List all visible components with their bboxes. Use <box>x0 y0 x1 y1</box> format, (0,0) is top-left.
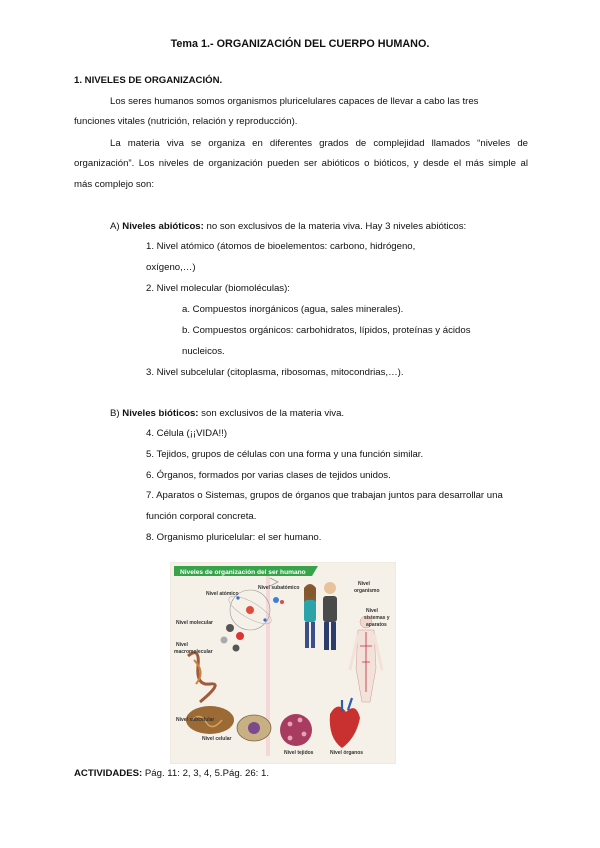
label-nivel-subatomico: Nivel subatómico <box>258 585 300 591</box>
woman-hair <box>304 584 316 602</box>
list-label: A) <box>110 221 123 232</box>
list-item: 1. Nivel atómico (átomos de bioelementos: carbono, hidrógeno, <box>146 241 416 252</box>
list-label: B) <box>110 408 123 419</box>
label-nivel-sistemas: sistemas y <box>364 615 390 621</box>
tissue-cell <box>288 722 293 727</box>
man-torso <box>323 596 337 622</box>
man-leg <box>331 622 336 650</box>
paragraph-line: La materia viva se organiza en diferentes grados de complejidad llamados “niveles de <box>110 138 528 149</box>
woman-torso <box>304 600 316 622</box>
section-heading: 1. NIVELES DE ORGANIZACIÓN. <box>74 75 223 86</box>
label-nivel-molecular: Nivel molecular <box>176 620 213 626</box>
actividades-label: ACTIVIDADES: <box>74 768 143 779</box>
actividades-line <box>74 768 269 780</box>
molecule-atom <box>233 645 240 652</box>
organization-levels-figure <box>170 562 396 764</box>
woman-leg <box>305 622 309 648</box>
man-leg <box>324 622 329 650</box>
tissue-cell <box>288 736 293 741</box>
sub-list-item: nucleicos. <box>182 346 225 357</box>
list-item: 4. Célula (¡¡VIDA!!) <box>146 428 228 439</box>
cell-nucleus <box>248 722 260 734</box>
abioticos-intro <box>110 221 466 233</box>
label-nivel-macromolecular: macromolecular <box>174 649 213 655</box>
label-nivel-tejidos: Nivel tejidos <box>284 750 314 756</box>
atom-nucleus <box>246 606 254 614</box>
paragraph-line: funciones vitales (nutrición, relación y reproducción). <box>74 116 298 127</box>
paragraph-line: Los seres humanos somos organismos pluricelulares capaces de llevar a cabo las tres <box>110 96 479 107</box>
list-item: 8. Organismo pluricelular: el ser humano. <box>146 532 322 543</box>
actividades-text: Pág. 11: 2, 3, 4, 5.Pág. 26: 1. <box>142 768 269 779</box>
subatomic-particle <box>280 600 284 604</box>
definition: son exclusivos de la materia viva. <box>198 408 345 419</box>
woman-leg <box>311 622 315 648</box>
man-head <box>324 582 336 594</box>
label-nivel-organismo: Nivel <box>358 581 370 587</box>
paragraph-line: organización”. Los niveles de organización pueden ser abióticos o bióticos, y desde el más simple al <box>74 158 528 169</box>
term-bioticos: Niveles bióticos: <box>122 408 199 419</box>
list-item: 5. Tejidos, grupos de células con una forma y una función similar. <box>146 449 424 460</box>
tissue-cell <box>302 732 307 737</box>
figure-banner: Niveles de organización del ser humano <box>180 569 306 576</box>
term-abioticos: Niveles abióticos: <box>122 221 204 232</box>
label-nivel-atomico: Nivel atómico <box>206 591 239 597</box>
subatomic-particle <box>273 597 279 603</box>
definition: no son exclusivos de la materia viva. Hay 3 niveles abióticos: <box>203 221 467 232</box>
list-item: 7. Aparatos o Sistemas, grupos de órganos que trabajan juntos para desarrollar una <box>146 490 503 501</box>
label-nivel-subcelular: Nivel subcelular <box>176 717 215 723</box>
sub-list-item: b. Compuestos orgánicos: carbohidratos, lípidos, proteínas y ácidos <box>182 325 471 336</box>
sub-list-item: a. Compuestos inorgánicos (agua, sales minerales). <box>182 304 404 315</box>
list-item: 3. Nivel subcelular (citoplasma, ribosomas, mitocondrias,…). <box>146 367 404 378</box>
list-item: 6. Órganos, formados por varias clases de tejidos unidos. <box>146 470 391 481</box>
list-item: función corporal concreta. <box>146 511 257 522</box>
label-nivel-organismo: organismo <box>354 588 380 594</box>
electron <box>263 618 266 621</box>
molecule-atom <box>226 624 234 632</box>
molecule-atom <box>221 637 228 644</box>
list-item: oxígeno,…) <box>146 262 196 273</box>
label-nivel-celular: Nivel celular <box>202 736 232 742</box>
label-nivel-sistemas: aparatos <box>366 622 387 628</box>
label-nivel-organos: Nivel órganos <box>330 750 364 756</box>
list-item: 2. Nivel molecular (biomoléculas): <box>146 283 290 294</box>
label-nivel-sistemas: Nivel <box>366 608 378 614</box>
tissue-cell <box>298 718 303 723</box>
page-title: Tema 1.- ORGANIZACIÓN DEL CUERPO HUMANO. <box>170 38 430 50</box>
paragraph-line: más complejo son: <box>74 179 154 190</box>
bioticos-intro <box>110 408 344 420</box>
molecule-atom <box>236 632 244 640</box>
label-nivel-macromolecular: Nivel <box>176 642 188 648</box>
tissue-image <box>280 714 312 746</box>
